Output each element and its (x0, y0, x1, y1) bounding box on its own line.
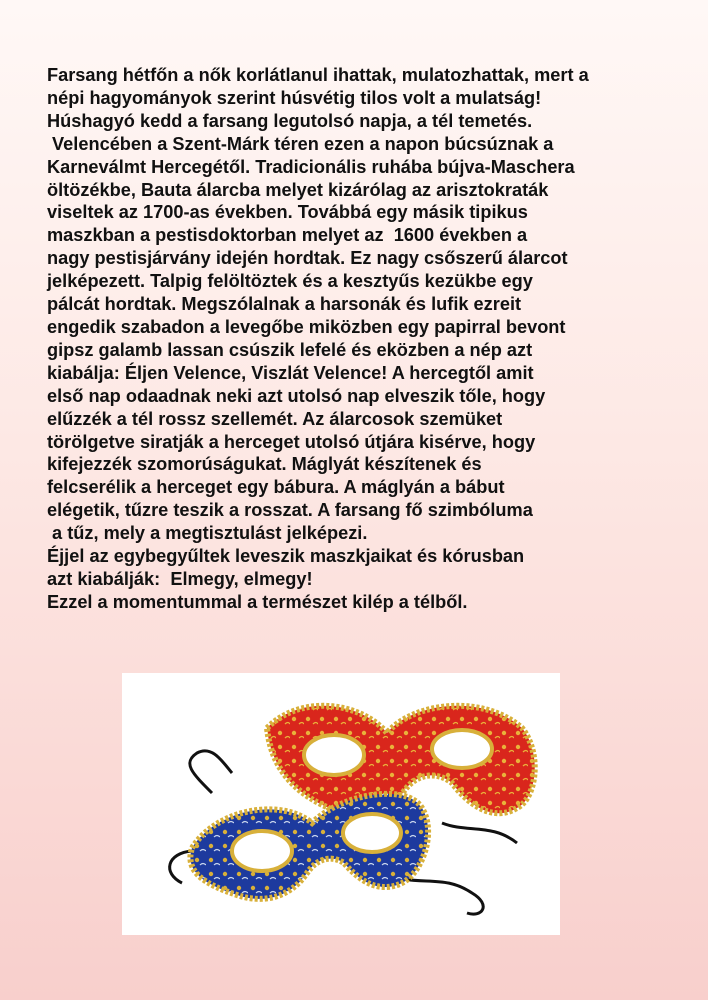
text-line: nagy pestisjárvány idején hordtak. Ez nagy csőszerű álarcot (47, 248, 568, 269)
text-line: engedik szabadon a levegőbe miközben egy papirral bevont (47, 316, 566, 337)
masks-illustration (122, 673, 560, 935)
text-line: kifejezzék szomorúságukat. Máglyát készítenek és (47, 454, 482, 475)
text-line: első nap odaadnak neki azt utolsó nap elveszik tőle, hogy (47, 385, 546, 406)
text-line: törölgetve siratják a herceget utolsó útjára kisérve, hogy (47, 431, 536, 452)
text-line: öltözékbe, Bauta álarcba melyet kizárólag az arisztokraták (47, 179, 549, 200)
blue-mask (190, 794, 428, 899)
text-line: elégetik, tűzre teszik a rosszat. A farsang fő szimbóluma (47, 500, 533, 521)
text-line: népi hagyományok szerint húsvétig tilos volt a mulatság! (47, 87, 542, 108)
article-text (47, 64, 697, 614)
text-line: elűzzék a tél rossz szellemét. Az álarcosok szemüket (47, 408, 503, 429)
ribbon (190, 751, 232, 793)
text-line: jelképezett. Talpig felöltöztek és a kesztyűs kezükbe egy (47, 271, 533, 292)
text-line: viseltek az 1700-as években. Továbbá egy másik tipikus (47, 202, 528, 223)
text-line: Ezzel a momentummal a természet kilép a télből. (47, 591, 468, 612)
text-line: gipsz galamb lassan csúszik lefelé és eközben a nép azt (47, 339, 533, 360)
ribbon (442, 823, 517, 843)
text-line: a tűz, mely a megtisztulást jelképezi. (47, 523, 368, 544)
text-line: azt kiabálják: Elmegy, elmegy! (47, 568, 313, 589)
text-line: felcserélik a herceget egy bábura. A máglyán a bábut (47, 477, 505, 498)
text-line: pálcát hordtak. Megszólalnak a harsonák és lufik ezreit (47, 294, 522, 315)
text-line: Karneválmt Hercegétől. Tradicionális ruhába bújva-Maschera (47, 156, 575, 177)
text-line: maszkban a pestisdoktorban melyet az 1600 években a (47, 225, 528, 246)
text-line: Húshagyó kedd a farsang legutolsó napja, a tél temetés. (47, 110, 533, 131)
text-line: Farsang hétfőn a nők korlátlanul ihattak, mulatozhattak, mert a (47, 65, 589, 85)
text-line: Velencében a Szent-Márk téren ezen a napon búcsúznak a (47, 133, 554, 154)
text-line: kiabálja: Éljen Velence, Viszlát Velence! A hercegtől amit (47, 362, 534, 383)
carnival-masks-photo (122, 673, 560, 935)
text-line: Éjjel az egybegyűltek leveszik maszkjaikat és kórusban (47, 546, 525, 567)
